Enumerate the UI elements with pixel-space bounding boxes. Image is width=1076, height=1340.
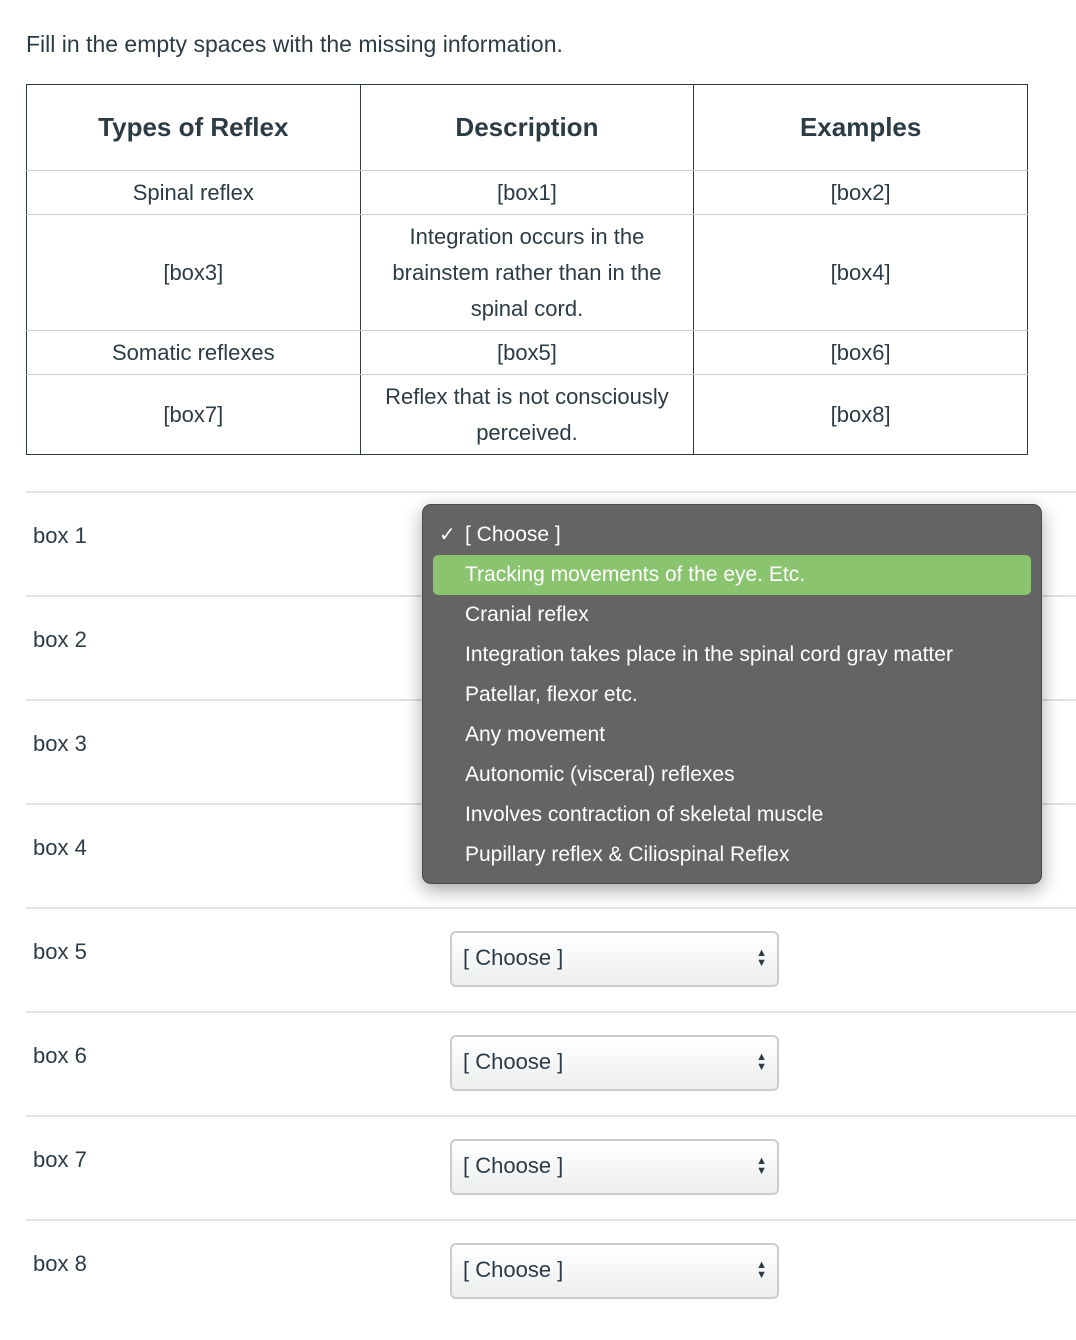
table-cell: [box6] [694,331,1028,375]
table-cell: [box1] [360,171,694,215]
dropdown-option-choose[interactable] [433,515,1031,555]
answer-row-box7 [26,1115,1076,1219]
table-cell: Spinal reflex [27,171,361,215]
answer-label: box 7 [33,1147,87,1172]
option-text: Involves contraction of skeletal muscle [465,803,824,826]
answer-label: box 6 [33,1043,87,1068]
answer-label: box 8 [33,1251,87,1276]
select-arrows-icon: ▲ ▼ [756,1259,767,1281]
option-text: Pupillary reflex & Ciliospinal Reflex [465,843,790,866]
box8-select[interactable] [450,1243,779,1299]
table-row [27,215,1028,331]
dropdown-option-autonomic[interactable] [433,755,1031,795]
table-row [27,331,1028,375]
option-text: [ Choose ] [465,523,561,546]
option-text: Integration takes place in the spinal cord gray matter [465,643,953,666]
table-cell: [box3] [27,215,361,331]
answer-label: box 5 [33,939,87,964]
option-text: Cranial reflex [465,603,589,626]
header-types-of-reflex: Types of Reflex [27,85,361,171]
select-arrows-icon: ▲ ▼ [756,1155,767,1177]
table-cell: Reflex that is not consciously perceived. [360,375,694,455]
dropdown-menu [422,504,1042,884]
box6-select[interactable] [450,1035,779,1091]
option-text: Patellar, flexor etc. [465,683,638,706]
select-value: [ Choose ] [463,1049,564,1074]
answer-label: box 4 [33,835,87,860]
reflex-table [26,84,1028,455]
table-header-row [27,85,1028,171]
dropdown-option-any-movement[interactable] [433,715,1031,755]
option-text: Tracking movements of the eye. Etc. [465,563,806,586]
dropdown-option-pupillary[interactable] [433,835,1031,875]
table-cell: Somatic reflexes [27,331,361,375]
answer-label: box 2 [33,627,87,652]
answer-label: box 1 [33,523,87,548]
dropdown-option-integration[interactable] [433,635,1031,675]
table-cell: [box8] [830,401,891,427]
option-text: Autonomic (visceral) reflexes [465,763,735,786]
table-row [27,375,1028,455]
select-value: [ Choose ] [463,1153,564,1178]
answer-row-box5 [26,907,1076,1011]
option-text: Any movement [465,723,606,746]
header-examples: Examples [694,85,1028,171]
answer-row-box6 [26,1011,1076,1115]
dropdown-option-skeletal[interactable] [433,795,1031,835]
select-arrows-icon: ▲ ▼ [756,947,767,969]
table-cell: [box7] [27,375,361,455]
answer-label: box 3 [33,731,87,756]
dropdown-option-patellar[interactable] [433,675,1031,715]
table-cell: [box2] [694,171,1028,215]
table-cell: [box5] [360,331,694,375]
box7-select[interactable] [450,1139,779,1195]
table-cell: [box4] [694,215,1028,331]
dropdown-option-tracking[interactable] [433,555,1031,595]
select-value: [ Choose ] [463,1257,564,1282]
dropdown-option-cranial[interactable] [433,595,1031,635]
checkmark-icon: ✓ [439,524,456,546]
select-value: [ Choose ] [463,945,564,970]
box5-select[interactable] [450,931,779,987]
table-cell: Integration occurs in the brainstem rather than in the spinal cord. [360,215,694,331]
instructions-text: Fill in the empty spaces with the missing information. [26,31,563,57]
select-arrows-icon: ▲ ▼ [756,1051,767,1073]
answer-row-box8 [26,1219,1076,1323]
header-description: Description [360,85,694,171]
table-row [27,171,1028,215]
